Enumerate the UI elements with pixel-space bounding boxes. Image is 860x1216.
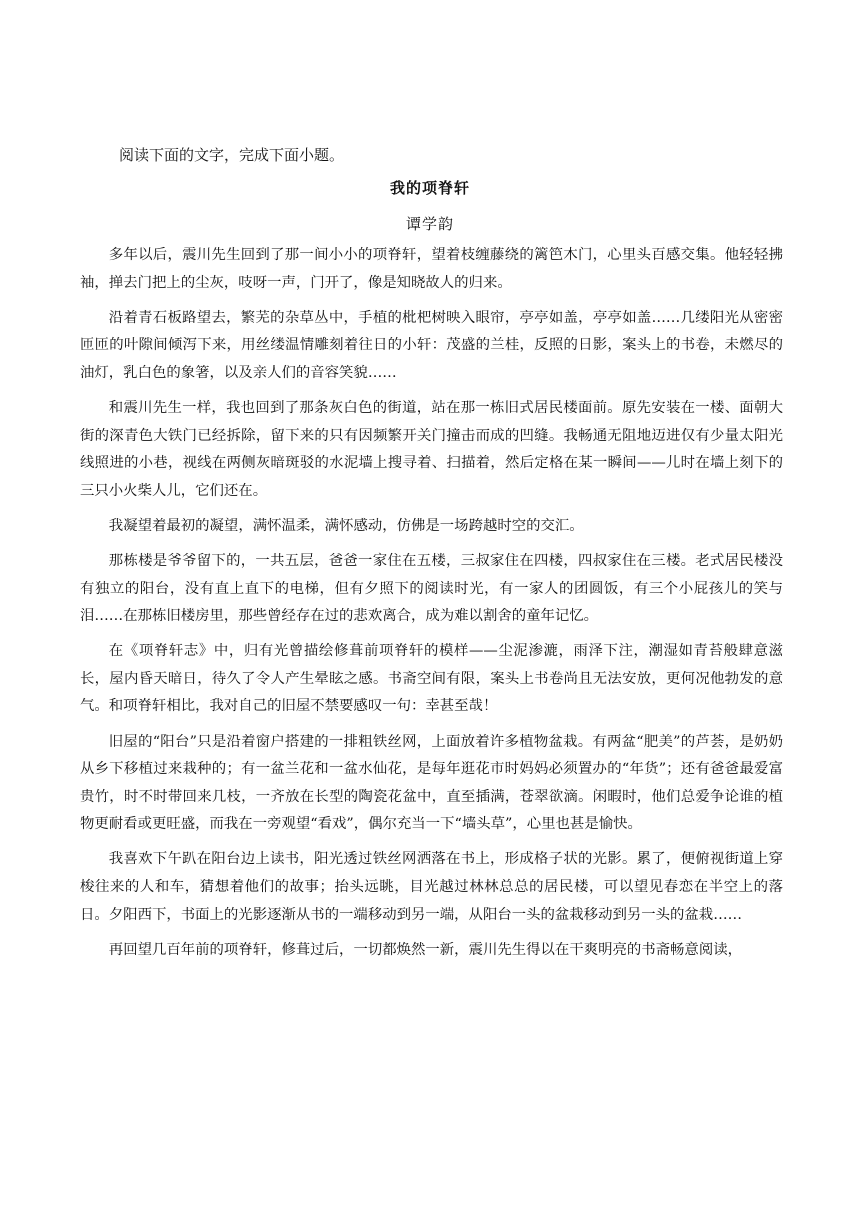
reading-instruction: 阅读下面的文字，完成下面小题。: [119, 146, 345, 164]
article-paragraph: 那栋楼是爷爷留下的，一共五层，爸爸一家住在五楼，三叔家住在四楼，四叔家住在三楼。老式居民楼没有独立的阳台，没有直上直下的电梯，但有夕照下的阅读时光，有一家人的团圆饭，有三个小屁孩儿的笑与泪……在那栋旧楼房里，那些曾经存在过的悲欢离合，成为难以割舍的童年记忆。: [80, 552, 783, 625]
article-paragraph: 和震川先生一样，我也回到了那条灰白色的街道，站在那一栋旧式居民楼面前。原先安装在一楼、面朝大街的深青色大铁门已经拆除，留下来的只有因频繁开关门撞击而成的凹缝。我畅通无阻地迈进仅有少量太阳光线照进的小巷，视线在两侧灰暗斑驳的水泥墙上搜寻着、扫描着，然后定格在某一瞬间——儿时在墙上刻下的三只小火柴人儿，它们还在。: [80, 399, 783, 499]
article-author: 谭学韵: [405, 215, 454, 233]
article-paragraph: 沿着青石板路望去，繁芜的杂草丛中，手植的枇杷树映入眼帘，亭亭如盖，亭亭如盖……几缕阳光从密密匝匝的叶隙间倾泻下来，用丝缕温情雕刻着往日的小轩：茂盛的兰桂，反照的日影，案头上的书卷，未燃尽的油灯，乳白色的象箸，以及亲人们的音容笑貌……: [80, 309, 783, 381]
article-paragraph: 旧屋的“阳台”只是沿着窗户搭建的一排粗铁丝网，上面放着许多植物盆栽。有两盆“肥美”的芦荟，是奶奶从乡下移植过来栽种的；有一盆兰花和一盆水仙花，是每年逛花市时妈妈必须置办的“年货”；还有爸爸最爱富贵竹，时不时带回来几枝，一齐放在长型的陶瓷花盆中，直至插满，苍翠欲滴。闲暇时，他们总爱争论谁的植物更耐看或更旺盛，而我在一旁观望“看戏”，偶尔充当一下“墙头草”，心里也甚是愉快。: [80, 733, 783, 833]
article-body: [80, 242, 783, 972]
article-paragraph: 我喜欢下午趴在阳台边上读书，阳光透过铁丝网洒落在书上，形成格子状的光影。累了，便俯视街道上穿梭往来的人和车，猜想着他们的故事；抬头远眺，目光越过林林总总的居民楼，可以望见春恋在半空上的落日。夕阳西下，书面上的光影逐渐从书的一端移动到另一端，从阳台一头的盆栽移动到另一头的盆栽……: [80, 851, 783, 923]
article-paragraph: 再回望几百年前的项脊轩，修葺过后，一切都焕然一新，震川先生得以在干爽明亮的书斋畅意阅读，: [108, 941, 742, 958]
article-title: 我的项脊轩: [389, 179, 470, 197]
article-paragraph: 在《项脊轩志》中，归有光曾描绘修葺前项脊轩的模样——尘泥渗漉，雨泽下注，潮湿如青苔般肆意滋长，屋内昏天暗日，待久了令人产生晕眩之感。书斋空间有限，案头上书卷尚且无法安放，更何况他勃发的意气。和项脊轩相比，我对自己的旧屋不禁要感叹一句：幸甚至哉！: [80, 643, 783, 715]
article-paragraph: 多年以后，震川先生回到了那一间小小的项脊轩，望着枝缠藤绕的篱笆木门，心里头百感交集。他轻轻拂袖，掸去门把上的尘灰，吱呀一声，门开了，像是知晓故人的归来。: [80, 247, 783, 291]
article-paragraph: 我凝望着最初的凝望，满怀温柔，满怀感动，仿佛是一场跨越时空的交汇。: [108, 517, 584, 534]
